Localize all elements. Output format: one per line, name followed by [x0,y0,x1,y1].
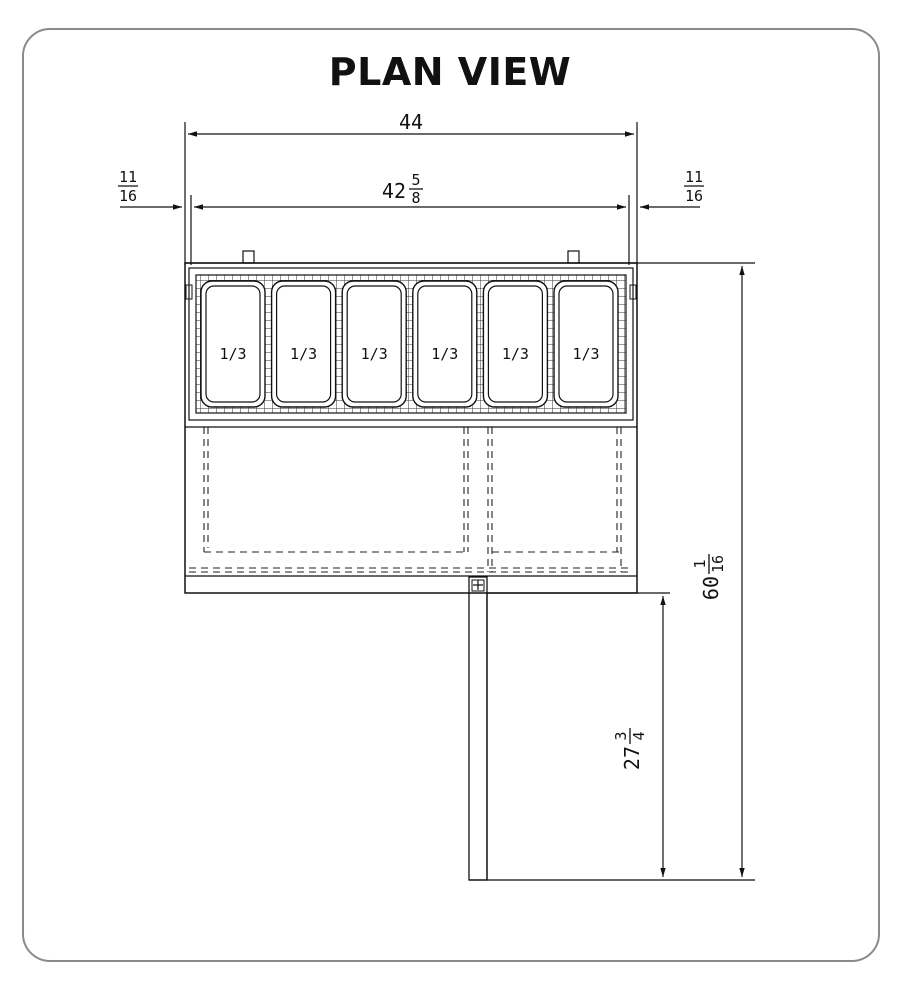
pan-size-label: 1/3 [431,345,459,363]
left-offset-denominator: 16 [118,187,138,205]
right-offset-numerator: 11 [684,168,704,186]
pan-outer-rim [554,281,618,407]
pan-size-label: 1/3 [360,345,388,363]
inner-width-whole: 42 [381,179,406,203]
pan-size-label: 1/3 [290,345,318,363]
pan-1 [201,281,265,407]
overall-depth-dimension [691,266,742,877]
pan-3 [342,281,406,407]
inner-width-numerator: 5 [411,171,421,189]
board-depth-dimension [612,596,663,877]
pan-4 [413,281,477,407]
pan-outer-rim [483,281,547,407]
cabinet-hidden-lines [189,427,633,572]
pan-size-label: 1/3 [219,345,247,363]
overall-width-label: 44 [398,110,424,134]
pan-outer-rim [272,281,336,407]
inner-width-denominator: 8 [411,189,421,207]
left-offset-dimension [118,168,182,207]
pan-6 [554,281,618,407]
pan-outer-rim [201,281,265,407]
overall-depth-numerator: 1 [691,559,709,569]
right-offset-denominator: 16 [684,187,704,205]
board-depth-denominator: 4 [630,731,648,741]
left-offset-numerator: 11 [118,168,138,186]
overall-depth-whole: 60 [699,576,723,601]
board-depth-whole: 27 [620,746,644,771]
page-title: PLAN VIEW [328,50,572,94]
right-offset-dimension [640,168,704,207]
pan-size-label: 1/3 [501,345,529,363]
overall-depth-denominator: 16 [709,554,727,574]
cutting-board-outline [469,577,755,880]
pan-size-label: 1/3 [572,345,600,363]
inner-width-dimension [191,171,629,265]
pan-outer-rim [413,281,477,407]
pan-outer-rim [342,281,406,407]
board-depth-numerator: 3 [612,731,630,741]
pan-5 [483,281,547,407]
pan-2 [272,281,336,407]
